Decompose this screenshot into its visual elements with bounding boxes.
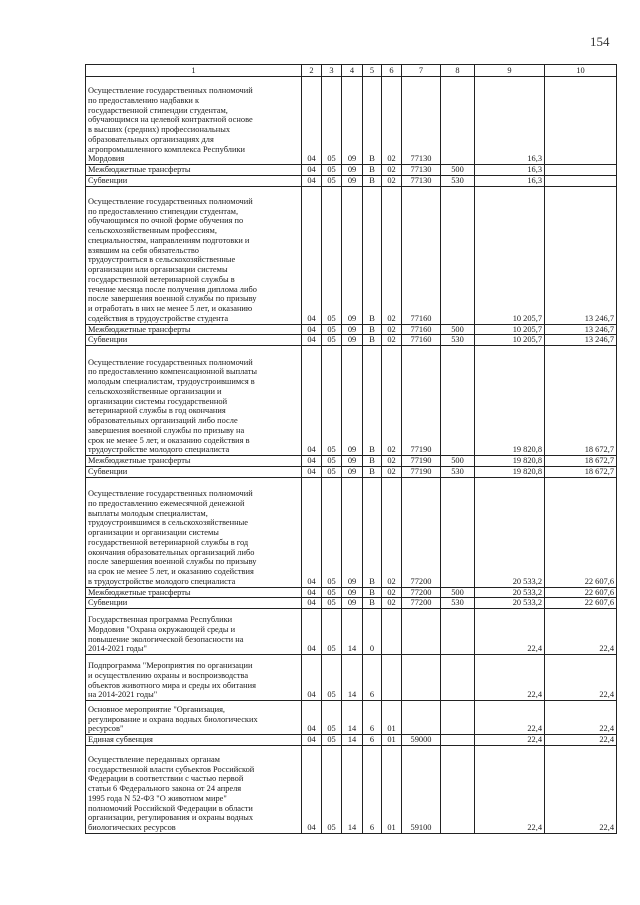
- cell-col-7: 77130: [402, 77, 441, 165]
- cell-col-7: 59000: [402, 735, 441, 746]
- cell-col-6: 02: [382, 598, 402, 609]
- cell-col-9: 20 533,2: [475, 598, 545, 609]
- cell-col-10: 18 672,7: [545, 466, 617, 477]
- cell-col-4: 09: [342, 346, 363, 456]
- cell-col-8: [441, 655, 475, 701]
- cell-col-7: 77190: [402, 466, 441, 477]
- cell-col-10: 22,4: [545, 701, 617, 735]
- cell-col-6: 02: [382, 466, 402, 477]
- cell-col-6: 02: [382, 175, 402, 186]
- table-row: [86, 598, 617, 609]
- cell-col-3: 05: [322, 456, 342, 467]
- cell-col-2: 04: [302, 456, 322, 467]
- table-row: [86, 609, 617, 655]
- cell-col-8: [441, 477, 475, 587]
- cell-col-2: 04: [302, 701, 322, 735]
- cell-col-6: 02: [382, 186, 402, 324]
- cell-col-9: 22,4: [475, 745, 545, 833]
- cell-col-9: 22,4: [475, 609, 545, 655]
- cell-col-3: 05: [322, 701, 342, 735]
- row-name-cell: Субвенции: [86, 466, 302, 477]
- cell-col-6: 01: [382, 745, 402, 833]
- cell-col-6: 02: [382, 165, 402, 176]
- cell-col-7: 77130: [402, 175, 441, 186]
- cell-col-3: 05: [322, 477, 342, 587]
- row-name-cell: Основное мероприятие "Организация, регулирование и охрана водных биологических ресурсов": [86, 701, 302, 735]
- cell-col-10: 22,4: [545, 655, 617, 701]
- column-header-1: 1: [86, 65, 302, 77]
- cell-col-7: 77160: [402, 335, 441, 346]
- cell-col-7: 77200: [402, 598, 441, 609]
- cell-col-4: 09: [342, 587, 363, 598]
- cell-col-8: [441, 735, 475, 746]
- cell-col-4: 14: [342, 745, 363, 833]
- row-name-cell: Межбюджетные трансферты: [86, 324, 302, 335]
- cell-col-2: 04: [302, 346, 322, 456]
- cell-col-7: 77190: [402, 456, 441, 467]
- cell-col-7: 59100: [402, 745, 441, 833]
- cell-col-10: 22,4: [545, 745, 617, 833]
- table-row: [86, 77, 617, 165]
- cell-col-4: 09: [342, 456, 363, 467]
- cell-col-3: 05: [322, 609, 342, 655]
- table-row: [86, 175, 617, 186]
- cell-col-5: В: [363, 175, 382, 186]
- cell-col-4: 09: [342, 598, 363, 609]
- cell-col-3: 05: [322, 655, 342, 701]
- cell-col-3: 05: [322, 324, 342, 335]
- cell-col-4: 09: [342, 324, 363, 335]
- cell-col-6: 02: [382, 456, 402, 467]
- cell-col-9: 10 205,7: [475, 335, 545, 346]
- cell-col-8: 530: [441, 175, 475, 186]
- cell-col-4: 09: [342, 77, 363, 165]
- cell-col-9: 19 820,8: [475, 346, 545, 456]
- cell-col-7: 77190: [402, 346, 441, 456]
- cell-col-4: 09: [342, 165, 363, 176]
- cell-col-5: 6: [363, 745, 382, 833]
- row-name-cell: Осуществление государственных полномочий по предоставлению стипендии студентам, обучающимся по очной форме обучения по сельскохозяйственным профессиям, специальностям, направлениям подготовки и взявшим на себя обязательство трудоустроиться в сельскохозяйственные организации или организации системы государственной ветеринарной службы в течение месяца после получения диплома либо после завершения военной службы по призыву и отработать в них не менее 5 лет, и оказанию содействия в трудоустройстве студента: [86, 186, 302, 324]
- cell-col-7: [402, 701, 441, 735]
- cell-col-6: 02: [382, 335, 402, 346]
- cell-col-10: 22,4: [545, 609, 617, 655]
- cell-col-6: 02: [382, 77, 402, 165]
- cell-col-4: 09: [342, 477, 363, 587]
- cell-col-8: 530: [441, 598, 475, 609]
- cell-col-10: 18 672,7: [545, 456, 617, 467]
- cell-col-8: 500: [441, 324, 475, 335]
- cell-col-8: [441, 745, 475, 833]
- row-name-cell: Межбюджетные трансферты: [86, 165, 302, 176]
- cell-col-3: 05: [322, 598, 342, 609]
- cell-col-3: 05: [322, 346, 342, 456]
- cell-col-5: В: [363, 477, 382, 587]
- cell-col-10: 13 246,7: [545, 186, 617, 324]
- row-name-cell: Государственная программа Республики Мордовия "Охрана окружающей среды и повышение экологической безопасности на 2014-2021 годы": [86, 609, 302, 655]
- row-name-cell: Осуществление государственных полномочий по предоставлению ежемесячной денежной выплаты молодым специалистам, трудоустроившимся в сельскохозяйственные организации и организации системы государственной ветеринарной службы в год окончания образовательных организаций либо после завершения военной службы по призыву на срок не менее 5 лет, и оказанию содействия в трудоустройстве молодого специалиста: [86, 477, 302, 587]
- column-header-4: 4: [342, 65, 363, 77]
- cell-col-10: 22 607,6: [545, 587, 617, 598]
- cell-col-7: 77160: [402, 324, 441, 335]
- cell-col-2: 04: [302, 598, 322, 609]
- cell-col-2: 04: [302, 324, 322, 335]
- cell-col-8: [441, 346, 475, 456]
- cell-col-3: 05: [322, 745, 342, 833]
- cell-col-9: 16,3: [475, 175, 545, 186]
- cell-col-5: 6: [363, 655, 382, 701]
- cell-col-10: 22 607,6: [545, 598, 617, 609]
- cell-col-4: 09: [342, 186, 363, 324]
- cell-col-6: 02: [382, 324, 402, 335]
- cell-col-3: 05: [322, 735, 342, 746]
- page-number: 154: [590, 34, 610, 49]
- row-name-cell: Субвенции: [86, 175, 302, 186]
- cell-col-6: 01: [382, 735, 402, 746]
- cell-col-8: 500: [441, 165, 475, 176]
- cell-col-3: 05: [322, 165, 342, 176]
- cell-col-7: 77200: [402, 587, 441, 598]
- row-name-cell: Субвенции: [86, 598, 302, 609]
- cell-col-4: 14: [342, 655, 363, 701]
- cell-col-3: 05: [322, 175, 342, 186]
- cell-col-10: 22,4: [545, 735, 617, 746]
- cell-col-7: 77130: [402, 165, 441, 176]
- cell-col-9: 20 533,2: [475, 477, 545, 587]
- table-row: [86, 587, 617, 598]
- cell-col-5: 6: [363, 701, 382, 735]
- cell-col-10: 22 607,6: [545, 477, 617, 587]
- row-name-cell: Осуществление государственных полномочий по предоставлению компенсационной выплаты молодым специалистам, трудоустроившимся в сельскохозяйственные организации и организации системы государственной ветеринарной службы в год окончания образовательных организаций либо после завершения военной службы по призыву на срок не менее 5 лет, и оказанию содействия в трудоустройстве молодого специалиста: [86, 346, 302, 456]
- cell-col-9: 22,4: [475, 701, 545, 735]
- cell-col-6: 02: [382, 346, 402, 456]
- cell-col-3: 05: [322, 77, 342, 165]
- cell-col-5: В: [363, 598, 382, 609]
- cell-col-4: 09: [342, 466, 363, 477]
- table-row: [86, 735, 617, 746]
- column-header-2: 2: [302, 65, 322, 77]
- cell-col-7: [402, 609, 441, 655]
- cell-col-5: 6: [363, 735, 382, 746]
- cell-col-3: 05: [322, 186, 342, 324]
- cell-col-5: В: [363, 324, 382, 335]
- cell-col-5: В: [363, 165, 382, 176]
- cell-col-2: 04: [302, 165, 322, 176]
- cell-col-5: В: [363, 456, 382, 467]
- cell-col-3: 05: [322, 466, 342, 477]
- cell-col-5: В: [363, 335, 382, 346]
- cell-col-8: 530: [441, 466, 475, 477]
- cell-col-2: 04: [302, 186, 322, 324]
- cell-col-4: 14: [342, 701, 363, 735]
- cell-col-2: 04: [302, 655, 322, 701]
- cell-col-8: [441, 701, 475, 735]
- cell-col-6: [382, 655, 402, 701]
- cell-col-9: 16,3: [475, 77, 545, 165]
- cell-col-8: 500: [441, 587, 475, 598]
- cell-col-2: 04: [302, 745, 322, 833]
- row-name-cell: Подпрограмма "Мероприятия по организации и осуществлению охраны и воспроизводства объектов животного мира и среды их обитания на 2014-2021 годы": [86, 655, 302, 701]
- cell-col-3: 05: [322, 335, 342, 346]
- cell-col-8: 500: [441, 456, 475, 467]
- column-header-10: 10: [545, 65, 617, 77]
- cell-col-9: 22,4: [475, 735, 545, 746]
- cell-col-5: В: [363, 587, 382, 598]
- cell-col-2: 04: [302, 335, 322, 346]
- cell-col-6: 01: [382, 701, 402, 735]
- table-row: [86, 477, 617, 587]
- cell-col-10: [545, 77, 617, 165]
- cell-col-9: 19 820,8: [475, 456, 545, 467]
- table-header-row: [86, 65, 617, 77]
- cell-col-6: 02: [382, 587, 402, 598]
- cell-col-9: 10 205,7: [475, 186, 545, 324]
- cell-col-5: В: [363, 77, 382, 165]
- row-name-cell: Осуществление переданных органам государственной власти субъектов Российской Федерации в соответствии с частью первой статьи 6 Федерального закона от 24 апреля 1995 года N 52-ФЗ "О животном мире" полномочий Российской Федерации в области организации, регулирования и охраны водных биологических ресурсов: [86, 745, 302, 833]
- column-header-6: 6: [382, 65, 402, 77]
- cell-col-6: 02: [382, 477, 402, 587]
- row-name-cell: Осуществление государственных полномочий по предоставлению надбавки к государственной стипендии студентам, обучающимся на целевой контрактной основе в высших (средних) профессиональных образовательных организациях для агропромышленного комплекса Республики Мордовия: [86, 77, 302, 165]
- cell-col-4: 09: [342, 175, 363, 186]
- cell-col-8: [441, 77, 475, 165]
- table-row: [86, 456, 617, 467]
- table-body: [86, 77, 617, 834]
- cell-col-2: 04: [302, 77, 322, 165]
- cell-col-4: 14: [342, 735, 363, 746]
- cell-col-2: 04: [302, 609, 322, 655]
- table-row: [86, 186, 617, 324]
- row-name-cell: Единая субвенция: [86, 735, 302, 746]
- row-name-cell: Межбюджетные трансферты: [86, 456, 302, 467]
- cell-col-7: 77200: [402, 477, 441, 587]
- column-header-3: 3: [322, 65, 342, 77]
- column-header-8: 8: [441, 65, 475, 77]
- table-row: [86, 655, 617, 701]
- cell-col-5: В: [363, 346, 382, 456]
- cell-col-2: 04: [302, 587, 322, 598]
- table-row: [86, 466, 617, 477]
- cell-col-10: [545, 175, 617, 186]
- cell-col-10: 13 246,7: [545, 324, 617, 335]
- cell-col-2: 04: [302, 175, 322, 186]
- cell-col-9: 16,3: [475, 165, 545, 176]
- table-row: [86, 324, 617, 335]
- row-name-cell: Межбюджетные трансферты: [86, 587, 302, 598]
- table-row: [86, 745, 617, 833]
- cell-col-4: 14: [342, 609, 363, 655]
- column-header-5: 5: [363, 65, 382, 77]
- table-row: [86, 346, 617, 456]
- cell-col-5: В: [363, 186, 382, 324]
- cell-col-9: 22,4: [475, 655, 545, 701]
- cell-col-8: [441, 186, 475, 324]
- cell-col-10: 18 672,7: [545, 346, 617, 456]
- cell-col-3: 05: [322, 587, 342, 598]
- cell-col-9: 19 820,8: [475, 466, 545, 477]
- cell-col-10: 13 246,7: [545, 335, 617, 346]
- cell-col-2: 04: [302, 466, 322, 477]
- cell-col-5: 0: [363, 609, 382, 655]
- cell-col-9: 10 205,7: [475, 324, 545, 335]
- cell-col-2: 04: [302, 735, 322, 746]
- column-header-7: 7: [402, 65, 441, 77]
- cell-col-7: [402, 655, 441, 701]
- cell-col-2: 04: [302, 477, 322, 587]
- row-name-cell: Субвенции: [86, 335, 302, 346]
- cell-col-8: [441, 609, 475, 655]
- budget-table: [85, 64, 617, 834]
- cell-col-4: 09: [342, 335, 363, 346]
- cell-col-9: 20 533,2: [475, 587, 545, 598]
- column-header-9: 9: [475, 65, 545, 77]
- cell-col-10: [545, 165, 617, 176]
- table-row: [86, 165, 617, 176]
- table-row: [86, 701, 617, 735]
- table-row: [86, 335, 617, 346]
- cell-col-6: [382, 609, 402, 655]
- cell-col-8: 530: [441, 335, 475, 346]
- cell-col-7: 77160: [402, 186, 441, 324]
- cell-col-5: В: [363, 466, 382, 477]
